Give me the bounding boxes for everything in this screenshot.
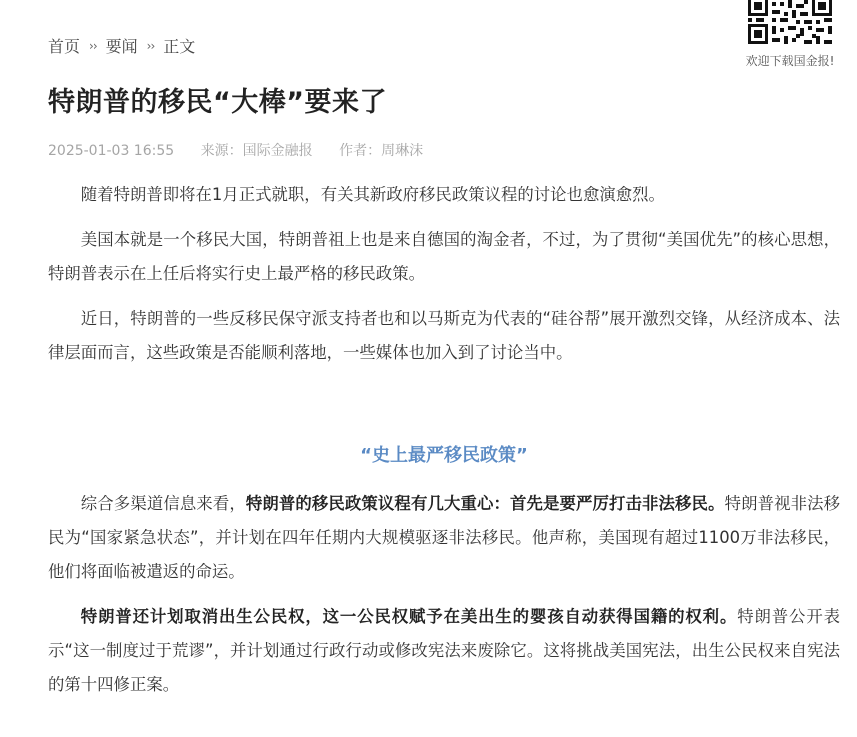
- paragraph-emphasis: 特朗普还计划取消出生公民权，这一公民权赋予在美出生的婴孩自动获得国籍的权利。: [80, 607, 738, 626]
- paragraph: [48, 487, 840, 589]
- breadcrumb-separator: ››: [146, 38, 155, 53]
- paragraph: 随着特朗普即将在1月正式就职，有关其新政府移民政策议程的讨论也愈演愈烈。: [80, 185, 665, 204]
- paragraph: [48, 600, 840, 702]
- paragraph-text: 特朗普视非法移民为“国家紧急状态”，并计划在四年任期内大规模驱逐非法移民。他声称，美国现有超过1100万非法移民，他们将面临被遣返的命运。: [48, 494, 841, 581]
- breadcrumb-news-link[interactable]: 要闻: [105, 37, 138, 56]
- paragraph-emphasis: 特朗普的移民政策议程有几大重心：首先是要严厉打击非法移民。: [245, 494, 725, 513]
- paragraph: 近日，特朗普的一些反移民保守派支持者也和以马斯克为代表的“硅谷帮”展开激烈交锋，从经济成本、法律层面而言，这些政策是否能顺利落地，一些媒体也加入到了讨论当中。: [48, 309, 840, 362]
- breadcrumb-separator: ››: [89, 38, 97, 53]
- article-source: 来源：国际金融报: [200, 143, 313, 159]
- paragraph: 美国本就是一个移民大国，特朗普祖上也是来自德国的淘金者，不过，为了贯彻“美国优先”的核心思想，特朗普表示在上任后将实行史上最严格的移民政策。: [48, 230, 840, 283]
- qr-caption: 欢迎下载国金报!: [745, 54, 835, 68]
- breadcrumb: [48, 34, 195, 57]
- article-author: 作者：周琳沫: [339, 143, 424, 159]
- qr-code-icon: [744, 0, 836, 46]
- article-meta: [48, 140, 445, 160]
- article-body: [48, 178, 840, 702]
- app-download-qr[interactable]: [738, 0, 842, 69]
- section-heading: “史上最严移民政策”: [360, 445, 528, 466]
- paragraph-text: 特朗普公开表示“这一制度过于荒谬”，并计划通过行政行动或修改宪法来废除它。这将挑战美国宪法，出生公民权来自宪法的第十四修正案。: [48, 607, 840, 694]
- paragraph-lead: 综合多渠道信息来看，: [80, 494, 246, 513]
- publish-date: 2025-01-03 16:55: [48, 143, 175, 159]
- breadcrumb-home-link[interactable]: 首页: [48, 37, 81, 56]
- breadcrumb-current: 正文: [163, 37, 196, 56]
- article-title: 特朗普的移民“大棒”要来了: [48, 87, 387, 118]
